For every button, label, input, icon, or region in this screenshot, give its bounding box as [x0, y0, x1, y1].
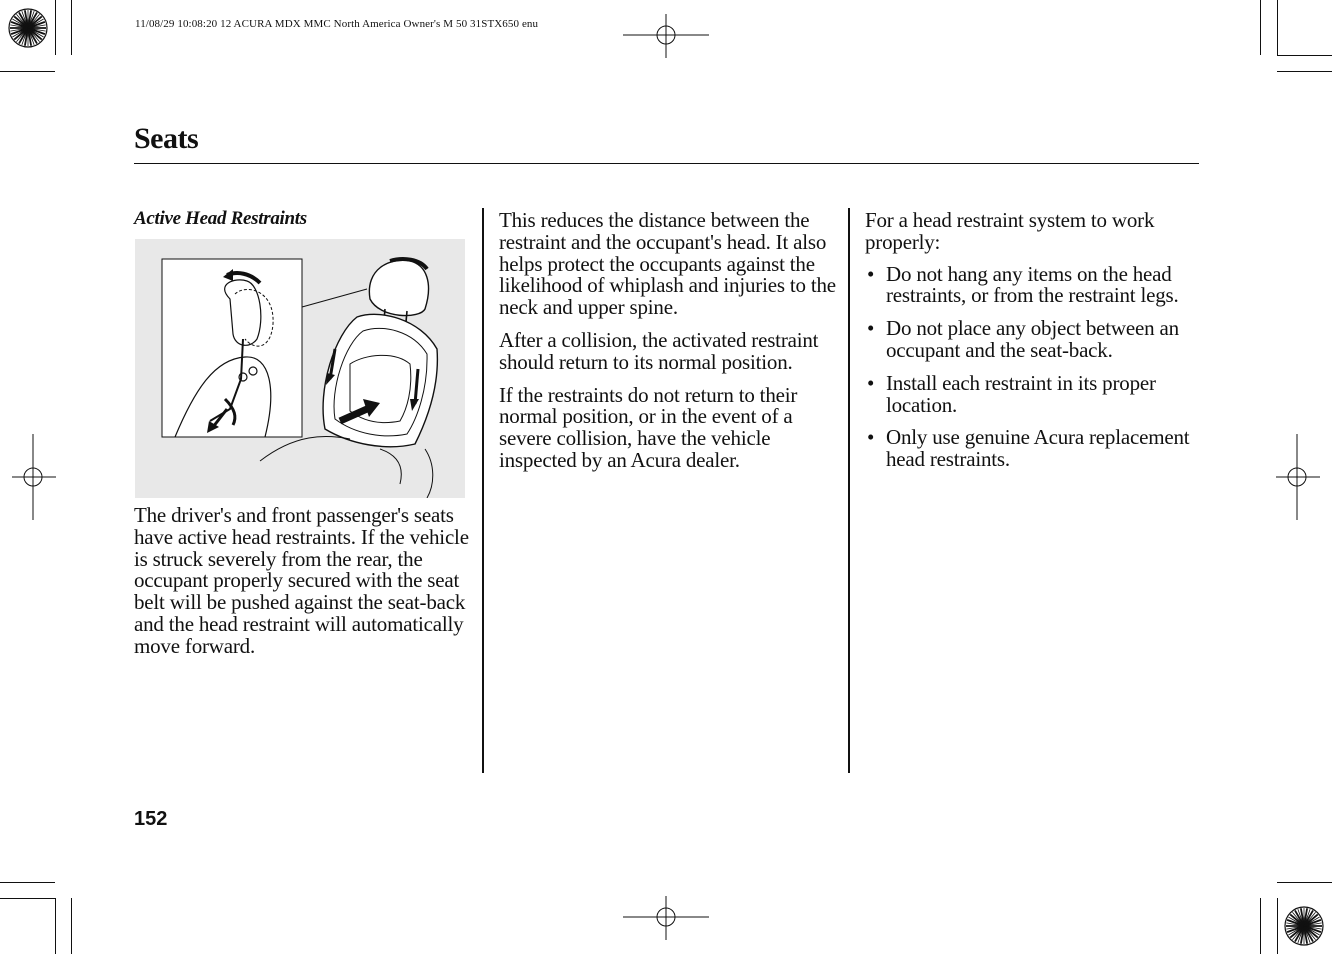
list-item [865, 370, 1205, 417]
starburst-target-icon [8, 8, 48, 48]
page-title: Seats [134, 122, 199, 155]
print-header: 11/08/29 10:08:20 12 ACURA MDX MMC North America Owner's M 50 31STX650 enu [135, 18, 539, 30]
column-divider [482, 208, 484, 773]
crosshair-registration-icon [1276, 434, 1320, 520]
bullet-icon: • [867, 261, 875, 286]
list-item [865, 427, 1205, 471]
subheading: Active Head Restraints [134, 208, 307, 229]
list-item-text: Install each restraint in its proper location. [886, 370, 1156, 417]
page-number: 152 [134, 808, 168, 830]
paragraph: The driver's and front passenger's seats have active head restraints. If the vehicle is struck severely from the rear, the occupant properly secured with the seat belt will be pushed against the seat-back and the head restraint will automatically move forward. [134, 503, 469, 658]
column-1 [134, 505, 470, 669]
list-item-text: Do not hang any items on the head restraints, or from the restraint legs. [886, 261, 1179, 308]
bullet-icon: • [867, 425, 875, 450]
paragraph: If the restraints do not return to their normal position, or in the event of a severe collision, have the vehicle inspected by an Acura dealer. [499, 382, 798, 472]
crosshair-registration-icon [623, 14, 709, 58]
paragraph: After a collision, the activated restraint should return to its normal position. [499, 327, 819, 374]
column-3 [865, 210, 1205, 482]
intro-paragraph: For a head restraint system to work properly: [865, 208, 1155, 254]
list-item [865, 318, 1205, 362]
paragraph: This reduces the distance between the restraint and the occupant's head. It also helps protect the occupants against the likelihood of whiplash and injuries to the neck and upper spine. [499, 208, 836, 320]
column-2 [499, 210, 839, 483]
column-divider [848, 208, 850, 773]
list-item-text: Only use genuine Acura replacement head restraints. [886, 425, 1190, 472]
active-head-restraint-illustration [135, 239, 465, 498]
list-item [865, 261, 1205, 308]
crosshair-registration-icon [623, 896, 709, 940]
crosshair-registration-icon [12, 434, 56, 520]
bullet-list [865, 261, 1205, 472]
head-restraint-figure [135, 239, 465, 498]
starburst-target-icon [1284, 906, 1324, 946]
title-rule [134, 163, 1199, 164]
bullet-icon: • [867, 316, 875, 341]
list-item-text: Do not place any object between an occupant and the seat-back. [886, 316, 1179, 362]
bullet-icon: • [867, 370, 875, 395]
